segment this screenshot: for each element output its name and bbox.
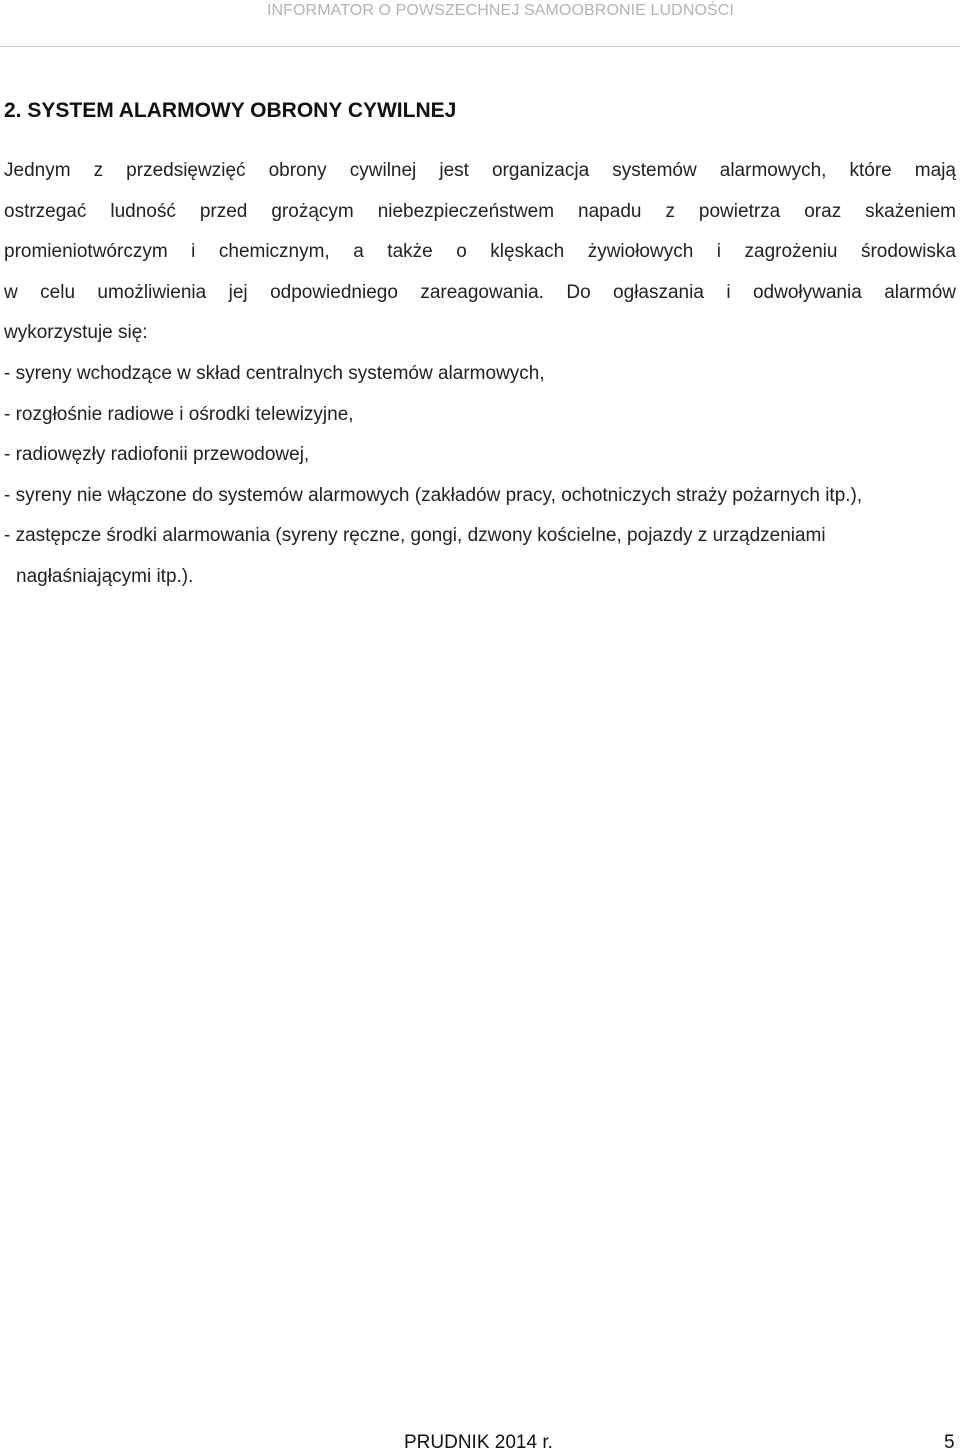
list-item: - rozgłośnie radiowe i ośrodki telewizyjne, [4,403,354,425]
paragraph-line: wykorzystuje się: [4,322,148,344]
list-item: - radiowęzły radiofonii przewodowej, [4,444,310,466]
list-item: - syreny nie włączone do systemów alarmowych (zakładów pracy, ochotniczych straży pożarnych itp.), [4,484,863,506]
paragraph-line: w celu umożliwienia jej odpowiedniego zareagowania. Do ogłaszania i odwoływania alarmów [4,281,956,303]
list-item: - zastępcze środki alarmowania (syreny ręczne, gongi, dzwony kościelne, pojazdy z urządzeniami nagłaśniającymi itp.). [4,525,826,587]
paragraph-line: Jednym z przedsięwzięć obrony cywilnej jest organizacja systemów alarmowych, które mają [4,160,956,181]
running-header: INFORMATOR O POWSZECHNEJ SAMOOBRONIE LUDNOŚCI [266,2,734,19]
page-number: 5 [944,1432,955,1453]
header-divider [0,46,960,47]
paragraph-line: promieniotwórczym i chemicznym, a także o klęskach żywiołowych i zagrożeniu środowiska [4,241,956,263]
paragraph-line: ostrzegać ludność przed grożącym niebezpieczeństwem napadu z powietrza oraz skażeniem [4,200,956,222]
body-paragraph [4,151,956,354]
alarm-means-list [4,354,956,598]
list-item: - syreny wchodzące w skład centralnych systemów alarmowych, [4,362,545,384]
section-content [4,151,956,598]
section-title: 2. SYSTEM ALARMOWY OBRONY CYWILNEJ [4,99,457,122]
footer-location-year: PRUDNIK 2014 r. [404,1432,553,1453]
